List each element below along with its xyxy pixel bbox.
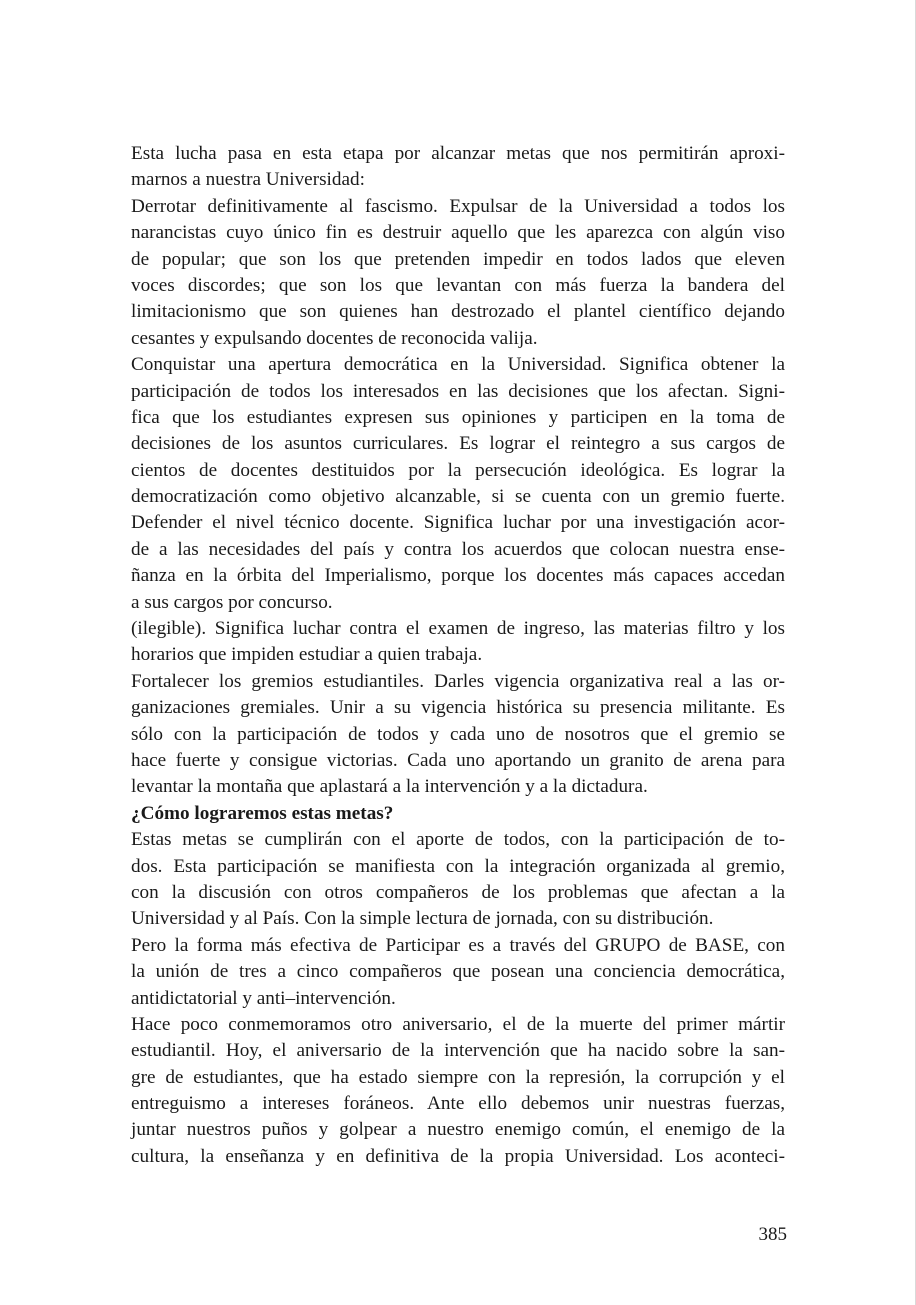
text-line: Hace poco conmemoramos otro aniversario, el de la muerte del primer mártir — [131, 1013, 785, 1035]
text-line: de popular; que son los que pretenden impedir en todos lados que eleven — [131, 248, 785, 270]
text-line: Derrotar definitivamente al fascismo. Expulsar de la Universidad a todos los — [131, 195, 785, 217]
text-line: ganizaciones gremiales. Unir a su vigencia histórica su presencia militante. Es — [131, 697, 785, 719]
text-line: estudiantil. Hoy, el aniversario de la intervención que ha nacido sobre la san- — [131, 1040, 785, 1062]
text-line: a sus cargos por concurso. — [131, 591, 333, 613]
text-line: participación de todos los interesados en las decisiones que los afectan. Signi- — [131, 380, 785, 402]
text-line: voces discordes; que son los que levantan con más fuerza la bandera del — [131, 274, 785, 296]
text-line: cientos de docentes destituidos por la persecución ideológica. Es lograr la — [131, 459, 785, 481]
text-line: (ilegible). Significa luchar contra el examen de ingreso, las materias filtro y los — [131, 618, 785, 640]
text-line: juntar nuestros puños y golpear a nuestro enemigo común, el enemigo de la — [131, 1119, 785, 1141]
text-line: hace fuerte y consigue victorias. Cada uno aportando un granito de arena para — [131, 749, 785, 771]
text-line: Conquistar una apertura democrática en la Universidad. Significa obtener la — [131, 354, 785, 376]
text-line: cultura, la enseñanza y en definitiva de la propia Universidad. Los aconteci- — [131, 1145, 785, 1167]
text-line: fica que los estudiantes expresen sus opiniones y participen en la toma de — [131, 406, 785, 428]
text-line: antidictatorial y anti–intervención. — [131, 987, 396, 1009]
text-line: horarios que impiden estudiar a quien trabaja. — [131, 644, 483, 666]
page-number: 385 — [758, 1224, 787, 1245]
text-line: ñanza en la órbita del Imperialismo, porque los docentes más capaces accedan — [131, 565, 785, 587]
text-line: sólo con la participación de todos y cada uno de nosotros que el gremio se — [131, 723, 785, 745]
text-line: gre de estudiantes, que ha estado siempre con la represión, la corrupción y el — [131, 1066, 785, 1088]
text-line: cesantes y expulsando docentes de reconocida valija. — [131, 327, 538, 349]
text-line: Defender el nivel técnico docente. Significa luchar por una investigación acor- — [131, 512, 785, 534]
text-line: democratización como objetivo alcanzable, si se cuenta con un gremio fuerte. — [131, 486, 785, 508]
text-line: Esta lucha pasa en esta etapa por alcanzar metas que nos permitirán aproxi- — [131, 143, 785, 164]
body-text — [131, 141, 785, 1170]
text-line: levantar la montaña que aplastará a la intervención y a la dictadura. — [131, 776, 648, 798]
text-line: entreguismo a intereses foráneos. Ante ello debemos unir nuestras fuerzas, — [131, 1093, 785, 1115]
section-heading: ¿Cómo lograremos estas metas? — [131, 802, 394, 824]
text-line: dos. Esta participación se manifiesta con la integración organizada al gremio, — [131, 855, 785, 877]
text-line: de a las necesidades del país y contra los acuerdos que colocan nuestra ense- — [131, 538, 785, 560]
text-line: marnos a nuestra Universidad: — [131, 169, 365, 191]
text-line: la unión de tres a cinco compañeros que posean una conciencia democrática, — [131, 961, 785, 983]
text-line: Universidad y al País. Con la simple lectura de jornada, con su distribución. — [131, 908, 714, 930]
text-line: narancistas cuyo único fin es destruir aquello que les aparezca con algún viso — [131, 222, 785, 244]
text-line: con la discusión con otros compañeros de los problemas que afectan a la — [131, 881, 785, 903]
text-line: Pero la forma más efectiva de Participar es a través del GRUPO de BASE, con — [131, 934, 785, 956]
text-line: Fortalecer los gremios estudiantiles. Darles vigencia organizativa real a las or- — [131, 670, 785, 692]
text-line: Estas metas se cumplirán con el aporte de todos, con la participación de to- — [131, 829, 785, 851]
text-line: limitacionismo que son quienes han destrozado el plantel científico dejando — [131, 301, 785, 323]
text-line: decisiones de los asuntos curriculares. Es lograr el reintegro a sus cargos de — [131, 433, 785, 455]
